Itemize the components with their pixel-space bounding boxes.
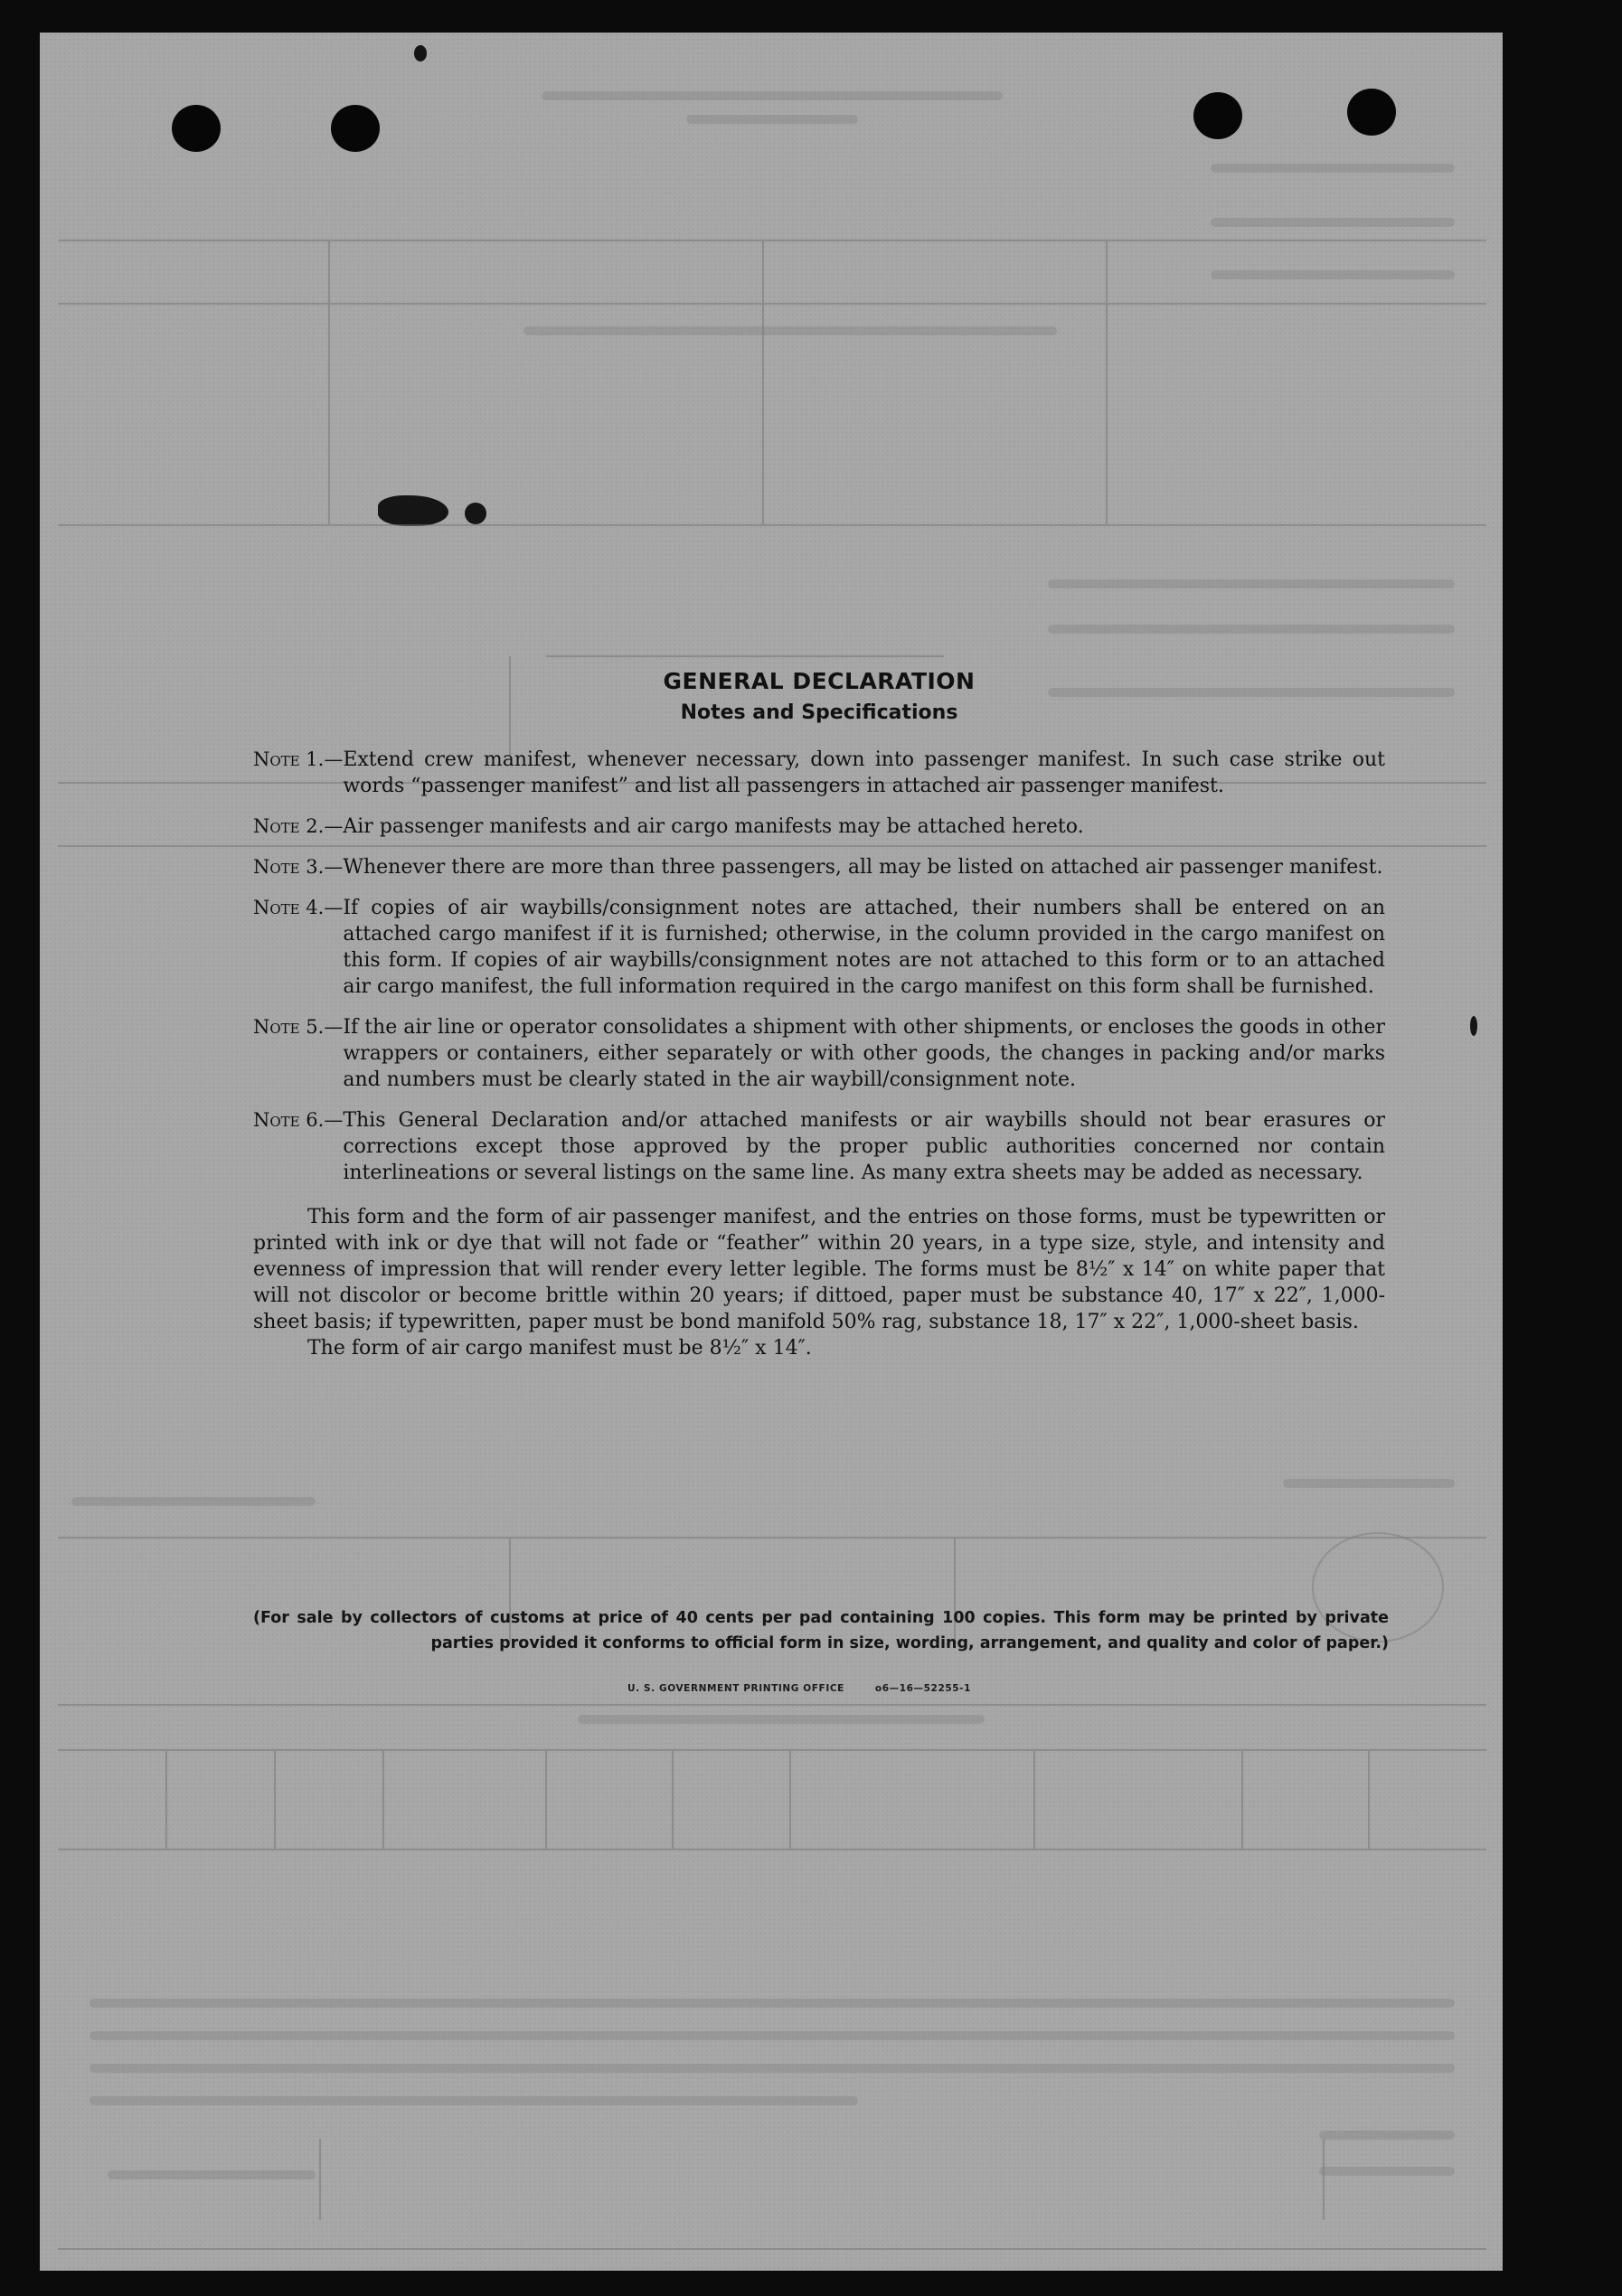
note-label: Note 3.— xyxy=(253,856,344,878)
document-subtitle: Notes and Specifications xyxy=(680,701,958,724)
note-2 xyxy=(253,814,1385,840)
notes-section xyxy=(253,665,1385,1361)
punch-hole-left-2 xyxy=(331,105,380,152)
note-3 xyxy=(253,854,1385,880)
note-label: Note 2.— xyxy=(253,815,344,837)
note-6 xyxy=(253,1107,1385,1186)
note-text: If the air line or operator consolidates a shipment with other shipments, or encloses the goods in other wrappers or containers, either separately or with other goods, the changes in packing and/or marks and numbers must be clearly stated in the air waybill/consignment note. xyxy=(343,1016,1385,1091)
printer-name: U. S. GOVERNMENT PRINTING OFFICE xyxy=(627,1683,844,1694)
note-text: Air passenger manifests and air cargo manifests may be attached hereto. xyxy=(343,815,1084,838)
ink-stain xyxy=(414,45,427,61)
punch-hole-left-1 xyxy=(172,105,221,152)
cargo-manifest-size-line: The form of air cargo manifest must be 8½″ x 14″. xyxy=(307,1337,812,1360)
note-5 xyxy=(253,1014,1385,1093)
note-text: Extend crew manifest, whenever necessary, down into passenger manifest. In such case strike out words “passenger manifest” and list all passengers in attached air passenger manifest. xyxy=(343,748,1385,797)
form-specification-paragraph: This form and the form of air passenger manifest, and the entries on those forms, must be typewritten or printed with ink or dye that will not fade or “feather” within 20 years, in a type size, style, and intensity and evenness of impression that will render every letter legible. The forms must be 8½″ x 14″ on white paper that will not discolor or become brittle within 20 years; if dittoed, paper must be substance 40, 17″ x 22″, 1,000-sheet basis; if typewritten, paper must be bond manifold 50% rag, substance 18, 17″ x 22″, 1,000-sheet basis. xyxy=(253,1206,1385,1333)
print-code: o6—16—52255-1 xyxy=(874,1683,972,1694)
note-text: Whenever there are more than three passengers, all may be listed on attached air passenger manifest. xyxy=(343,856,1383,879)
punch-hole-right-2 xyxy=(1347,89,1396,136)
note-label: Note 6.— xyxy=(253,1109,344,1131)
document-page xyxy=(40,33,1503,2271)
note-label: Note 5.— xyxy=(253,1016,344,1038)
ink-stain xyxy=(1470,1016,1477,1036)
document-title: GENERAL DECLARATION xyxy=(663,668,976,694)
ink-stain xyxy=(465,503,486,524)
note-text: If copies of air waybills/consignment notes are attached, their numbers shall be entered on an attached cargo manifest if it is furnished; otherwise, in the column provided in the cargo manifest on this form. If copies of air waybills/consignment notes are not attached to this form or to an attached air cargo manifest, the full information required in the cargo manifest on this form shall be furnished. xyxy=(343,897,1385,998)
punch-hole-right-1 xyxy=(1193,92,1242,139)
note-label: Note 1.— xyxy=(253,748,344,770)
note-4 xyxy=(253,895,1385,1000)
note-label: Note 4.— xyxy=(253,897,344,918)
printer-imprint xyxy=(627,1683,1043,1694)
note-1 xyxy=(253,747,1385,799)
for-sale-notice: (For sale by collectors of customs at price of 40 cents per pad containing 100 copies. This form may be printed by private parties provided it conforms to official form in size, wording, arrangement, and quality and color of paper.) xyxy=(253,1609,1389,1652)
note-text: This General Declaration and/or attached manifests or air waybills should not bear erasures or corrections except those approved by the proper public authorities concerned nor contain interlineations or several listings on the same line. As many extra sheets may be added as necessary. xyxy=(343,1109,1385,1184)
ink-stain xyxy=(378,495,448,526)
